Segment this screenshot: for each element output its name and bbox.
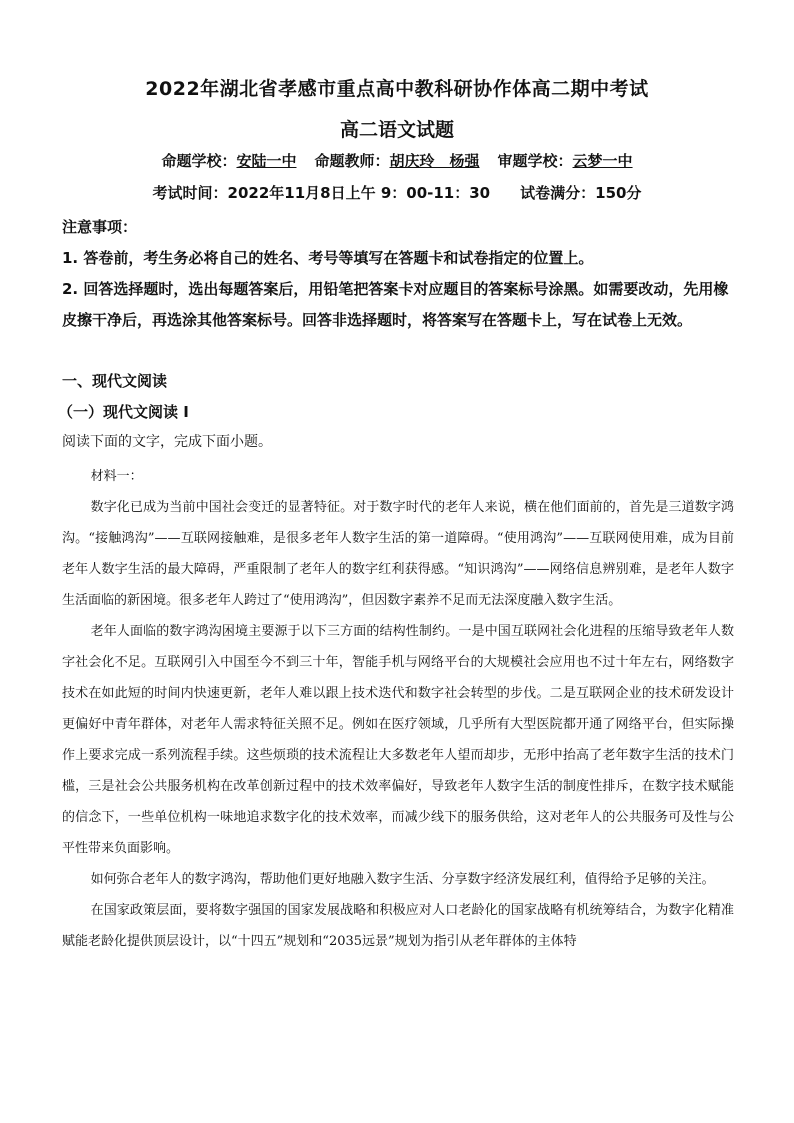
- exam-title: 2022年湖北省孝感市重点高中教科研协作体高二期中考试: [145, 78, 649, 100]
- full-score: 试卷满分：150分: [520, 184, 642, 202]
- material-text: [62, 461, 734, 957]
- setter-school-label: 命题学校：: [161, 152, 237, 170]
- material-paragraph: 在国家政策层面，要将数字强国的国家发展战略和积极应对人口老龄化的国家战略有机统筹结合，为数字化精准赋能老龄化提供顶层设计，以“十四五”规划和“2035远景”规划为指引从老年群体的主体特: [62, 903, 734, 949]
- exam-setters-line: [0, 150, 794, 171]
- material-paragraph: 老年人面临的数字鸿沟困境主要源于以下三方面的结构性制约。一是中国互联网社会化进程的压缩导致老年人数字社会化不足。互联网引入中国至今不到三十年，智能手机与网络平台的大规模社会应用也不过十年左右，网络数字技术在如此短的时间内快速更新，老年人难以跟上技术迭代和数字社会转型的步伐。二是互联网企业的技术研发设计更偏好中青年群体，对老年人需求特征关照不足。例如在医疗领域，几乎所有大型医院都开通了网络平台，但实际操作上要求完成一系列流程手续。这些烦琐的技术流程让大多数老年人望而却步，无形中抬高了老年数字生活的技术门槛，三是社会公共服务机构在改革创新过程中的技术效率偏好，导致老年人数字生活的制度性排斥，在数字技术赋能的信念下，一些单位机构一味地追求数字化的技术效率，而减少线下的服务供给，这对老年人的公共服务可及性与公平性带来负面影响。: [62, 624, 734, 856]
- exam-time: 考试时间：2022年11月8日上午 9：00-11：30: [152, 184, 491, 202]
- subsection-heading: （一）现代文阅读 I: [58, 403, 189, 421]
- section-heading: 一、现代文阅读: [62, 372, 168, 390]
- setter-school: 安陆一中: [236, 152, 297, 170]
- notice-item-1: 1. 答卷前，考生务必将自己的姓名、考号等填写在答题卡和试卷指定的位置上。: [62, 249, 594, 267]
- material-label: 材料一：: [90, 469, 143, 484]
- exam-time-line: [0, 182, 794, 203]
- material-paragraph: 数字化已成为当前中国社会变迁的显著特征。对于数字时代的老年人来说，横在他们面前的，首先是三道数字鸿沟。“接触鸿沟”——互联网接触难，是很多老年人数字生活的第一道障碍。“使用鸿沟”——互联网使用难，成为目前老年人数字生活的最大障碍，严重限制了老年人的数字红利获得感。“知识鸿沟”——网络信息辨别难，是老年人数字生活面临的新困境。很多老年人跨过了“使用鸿沟”，但因数字素养不足而无法深度融入数字生活。: [62, 500, 734, 608]
- setter-teachers: 胡庆玲 杨强: [389, 152, 480, 170]
- exam-subtitle: 高二语文试题: [339, 119, 454, 141]
- notice-item-2: 2. 回答选择题时，选出每题答案后，用铅笔把答案卡对应题目的答案标号涂黑。如需要改动，先用橡皮擦干净后，再选涂其他答案标号。回答非选择题时，将答案写在答题卡上，写在试卷上无效。: [62, 280, 729, 329]
- setter-teacher-label: 命题教师：: [314, 152, 390, 170]
- notice-heading: 注意事项：: [62, 218, 138, 236]
- material-paragraph: 如何弥合老年人的数字鸿沟，帮助他们更好地融入数字生活、分享数字经济发展红利，值得给予足够的关注。: [90, 872, 715, 887]
- reading-instruction: 阅读下面的文字，完成下面小题。: [62, 434, 272, 450]
- review-school-label: 审题学校：: [497, 152, 573, 170]
- review-school: 云梦一中: [572, 152, 633, 170]
